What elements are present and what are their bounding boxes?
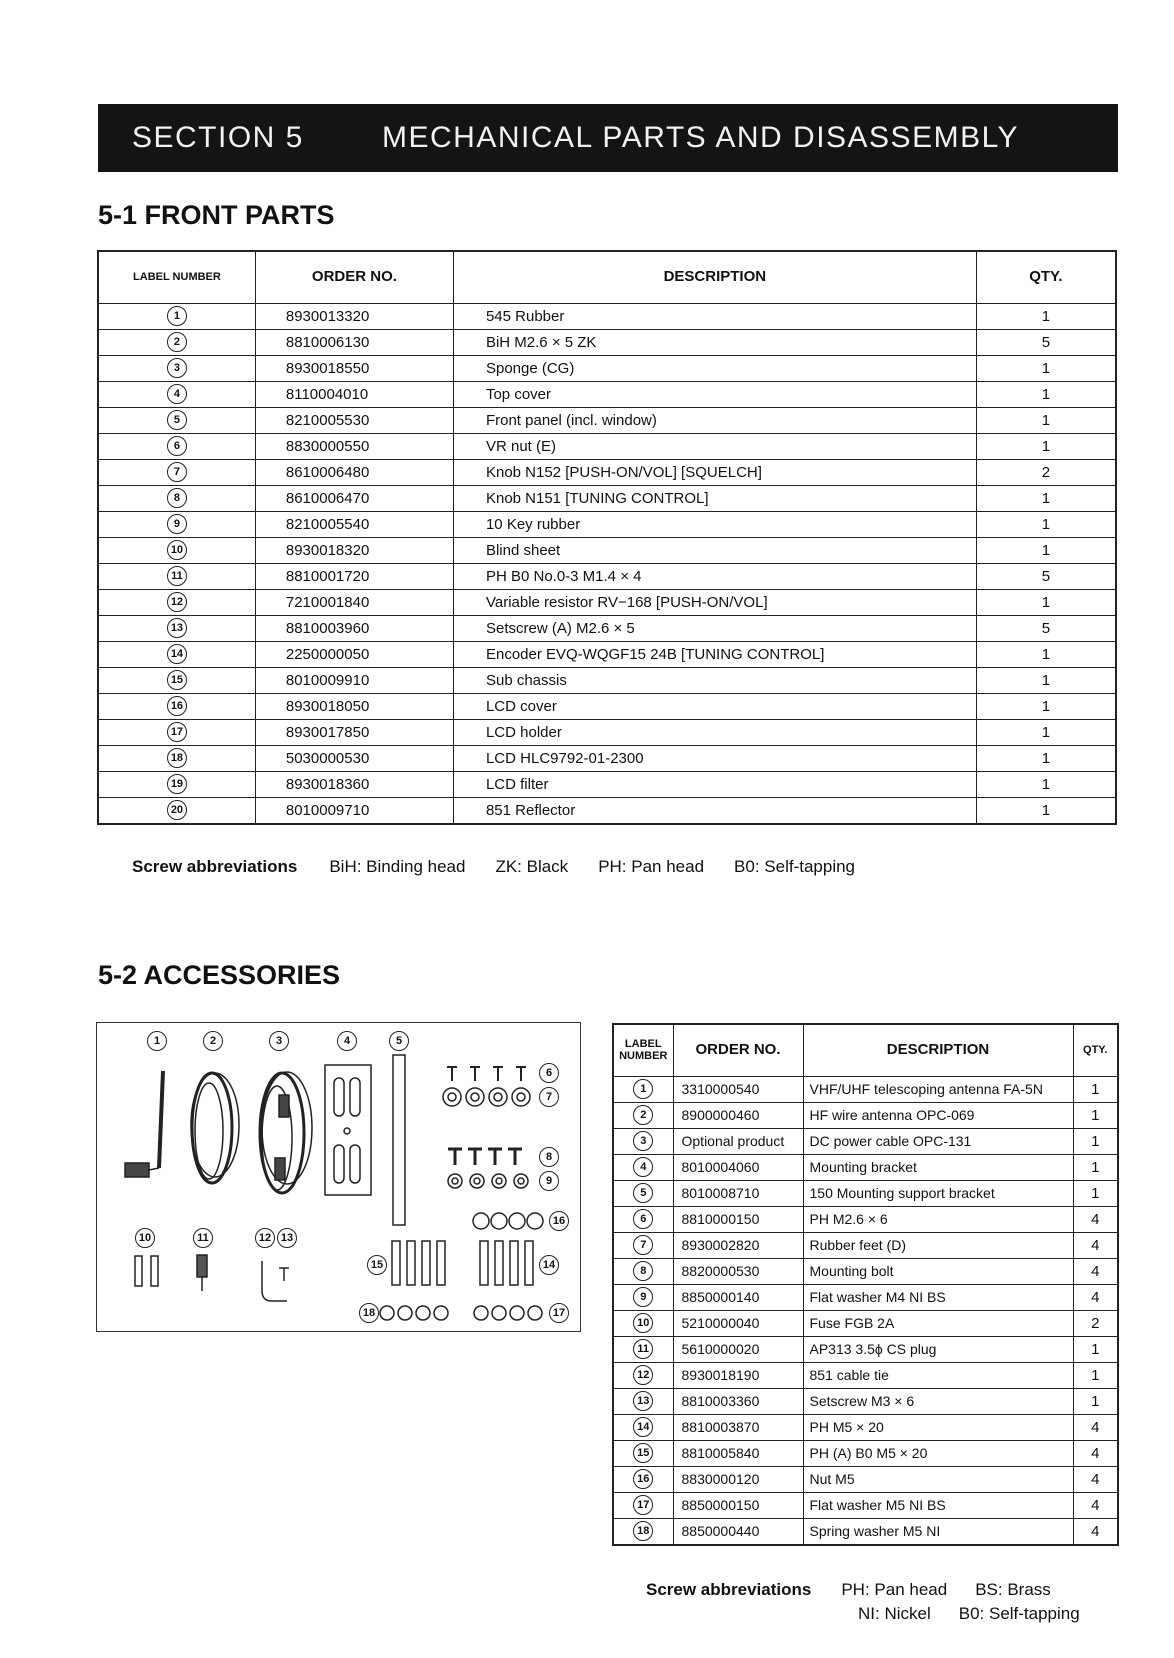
label-number-badge: 7 [633,1235,653,1255]
label-number-cell [98,433,255,459]
nut-icon [473,1213,543,1229]
callout-label: 2 [203,1031,223,1051]
order-number-cell: 8930018190 [673,1362,803,1388]
qty-cell: 1 [976,745,1116,771]
label-number-badge: 5 [633,1183,653,1203]
label-number-badge: 10 [167,540,187,560]
qty-cell: 1 [976,641,1116,667]
qty-cell: 1 [976,355,1116,381]
callout-label: 8 [539,1147,559,1167]
qty-cell: 1 [1073,1336,1118,1362]
order-number-cell: 8010004060 [673,1154,803,1180]
description-cell: 851 Reflector [453,797,976,824]
table-row [98,303,1116,329]
order-number-cell: 8820000530 [673,1258,803,1284]
order-number-cell: 8850000140 [673,1284,803,1310]
label-number-cell [98,537,255,563]
label-number-badge: 1 [167,306,187,326]
table-row [98,355,1116,381]
table-row [613,1128,1118,1154]
order-number-cell: 8930013320 [255,303,453,329]
description-cell: Spring washer M5 NI [803,1518,1073,1545]
description-cell: LCD HLC9792-01-2300 [453,745,976,771]
abbr-item: BS: Brass [975,1580,1051,1599]
description-cell: 150 Mounting support bracket [803,1180,1073,1206]
qty-cell: 5 [976,329,1116,355]
table-row [613,1154,1118,1180]
description-cell: Setscrew M3 × 6 [803,1388,1073,1414]
abbr-item: ZK: Black [495,857,569,876]
callout-label: 4 [337,1031,357,1051]
qty-cell: 1 [976,433,1116,459]
order-number-cell: 8830000120 [673,1466,803,1492]
qty-cell: 4 [1073,1284,1118,1310]
table-row [98,797,1116,824]
table-row [98,745,1116,771]
order-number-cell: 2250000050 [255,641,453,667]
description-cell: Sponge (CG) [453,355,976,381]
callout-label: 18 [359,1303,379,1323]
table-row [613,1310,1118,1336]
mounting-bolt-icon [448,1149,522,1165]
callout-label: 9 [539,1171,559,1191]
qty-cell: 1 [976,719,1116,745]
callout-label: 6 [539,1063,559,1083]
table-row [613,1076,1118,1102]
label-number-cell [98,797,255,824]
accessories-screw-abbreviations [646,1580,1081,1600]
label-number-badge: 14 [167,644,187,664]
label-number-cell [613,1206,673,1232]
callout-label: 17 [549,1303,569,1323]
table-row [613,1258,1118,1284]
support-bracket-icon [393,1055,405,1225]
table-row [98,667,1116,693]
accessories-screw-abbreviations-line2 [858,1604,1110,1624]
qty-cell: 1 [1073,1362,1118,1388]
table-row [98,485,1116,511]
order-number-cell: 5030000530 [255,745,453,771]
label-number-badge: 2 [167,332,187,352]
description-cell: Fuse FGB 2A [803,1310,1073,1336]
label-number-badge: 3 [633,1131,653,1151]
order-number-cell: 8010009910 [255,667,453,693]
order-number-cell: 8210005530 [255,407,453,433]
table-row [613,1414,1118,1440]
table-row [613,1466,1118,1492]
description-cell: PH M5 × 20 [803,1414,1073,1440]
label-number-badge: 13 [167,618,187,638]
description-cell: Sub chassis [453,667,976,693]
label-number-cell [98,511,255,537]
table-row [98,615,1116,641]
table-row [98,407,1116,433]
qty-cell: 1 [1073,1154,1118,1180]
label-number-cell [98,771,255,797]
order-number-cell: 8850000440 [673,1518,803,1545]
order-number-cell: 8610006480 [255,459,453,485]
table-row [613,1232,1118,1258]
table-row [613,1440,1118,1466]
label-number-cell [613,1154,673,1180]
callout-label: 15 [367,1255,387,1275]
table-row [98,511,1116,537]
description-cell: LCD holder [453,719,976,745]
antenna-icon [159,1071,163,1168]
label-number-badge: 6 [167,436,187,456]
flat-washer-m5-icon [474,1306,542,1320]
description-cell: Rubber feet (D) [803,1232,1073,1258]
table-row [613,1206,1118,1232]
callout-label: 14 [539,1255,559,1275]
description-cell: Mounting bracket [803,1154,1073,1180]
description-cell: PH M2.6 × 6 [803,1206,1073,1232]
qty-cell: 1 [976,693,1116,719]
label-number-badge: 6 [633,1209,653,1229]
abbr-heading: Screw abbreviations [646,1580,812,1599]
callout-label: 7 [539,1087,559,1107]
screw-row-icon [447,1067,526,1081]
table-row [98,771,1116,797]
cable-tie-icon [262,1261,289,1301]
label-number-cell [613,1128,673,1154]
label-number-cell [613,1466,673,1492]
description-cell: Flat washer M5 NI BS [803,1492,1073,1518]
description-cell: PH (A) B0 M5 × 20 [803,1440,1073,1466]
col-header-label: LABEL NUMBER [98,251,255,303]
description-cell: 851 cable tie [803,1362,1073,1388]
description-cell: BiH M2.6 × 5 ZK [453,329,976,355]
label-number-badge: 19 [167,774,187,794]
order-number-cell: 8930018360 [255,771,453,797]
order-number-cell: 8900000460 [673,1102,803,1128]
label-number-cell [613,1414,673,1440]
label-number-cell [98,589,255,615]
label-number-cell [613,1388,673,1414]
description-cell: PH B0 No.0-3 M1.4 × 4 [453,563,976,589]
qty-cell: 4 [1073,1492,1118,1518]
table-row [613,1336,1118,1362]
order-number-cell: Optional product [673,1128,803,1154]
callout-label: 5 [389,1031,409,1051]
order-number-cell: 5210000040 [673,1310,803,1336]
accessories-illustration [96,1022,581,1332]
label-number-cell [98,641,255,667]
col-header-order: ORDER NO. [255,251,453,303]
table-row [613,1518,1118,1545]
label-number-cell [98,485,255,511]
abbr-item: PH: Pan head [598,857,705,876]
qty-cell: 4 [1073,1258,1118,1284]
callout-label: 12 [255,1228,275,1248]
qty-cell: 1 [1073,1388,1118,1414]
label-number-badge: 5 [167,410,187,430]
order-number-cell: 8010009710 [255,797,453,824]
description-cell: DC power cable OPC-131 [803,1128,1073,1154]
qty-cell: 1 [976,797,1116,824]
callout-label: 13 [277,1228,297,1248]
col-header-order: ORDER NO. [673,1024,803,1076]
label-number-badge: 14 [633,1417,653,1437]
description-cell: Encoder EVQ-WQGF15 24B [TUNING CONTROL] [453,641,976,667]
label-number-cell [613,1310,673,1336]
label-number-badge: 16 [167,696,187,716]
section-title: MECHANICAL PARTS AND DISASSEMBLY [382,121,1020,154]
label-number-badge: 17 [633,1495,653,1515]
accessories-table [612,1023,1119,1546]
callout-label: 10 [135,1228,155,1248]
table-row [98,329,1116,355]
qty-cell: 1 [976,303,1116,329]
rubber-feet-icon [443,1088,530,1106]
description-cell: HF wire antenna OPC-069 [803,1102,1073,1128]
wire-antenna-icon [191,1073,239,1183]
qty-cell: 1 [976,511,1116,537]
callout-label: 11 [193,1228,213,1248]
label-number-cell [98,329,255,355]
order-number-cell: 8850000150 [673,1492,803,1518]
order-number-cell: 8210005540 [255,511,453,537]
order-number-cell: 5610000020 [673,1336,803,1362]
qty-cell: 2 [976,459,1116,485]
label-number-cell [613,1336,673,1362]
antenna-connector-icon [125,1163,149,1177]
label-number-cell [613,1076,673,1102]
description-cell: Flat washer M4 NI BS [803,1284,1073,1310]
order-number-cell: 8110004010 [255,381,453,407]
table-row [98,537,1116,563]
order-number-cell: 8810001720 [255,563,453,589]
description-cell: Variable resistor RV−168 [PUSH-ON/VOL] [453,589,976,615]
table-row [98,459,1116,485]
label-number-cell [613,1102,673,1128]
label-number-badge: 15 [633,1443,653,1463]
description-cell: AP313 3.5ϕ CS plug [803,1336,1073,1362]
table-row [98,641,1116,667]
label-number-badge: 17 [167,722,187,742]
table-row [613,1388,1118,1414]
label-number-badge: 18 [167,748,187,768]
long-screw-icon [392,1241,533,1285]
qty-cell: 5 [976,563,1116,589]
abbr-item: PH: Pan head [841,1580,948,1599]
label-number-badge: 9 [633,1287,653,1307]
description-cell: Knob N152 [PUSH-ON/VOL] [SQUELCH] [453,459,976,485]
qty-cell: 1 [976,771,1116,797]
front-parts-heading: 5-1 FRONT PARTS [98,200,335,230]
qty-cell: 4 [1073,1466,1118,1492]
table-row [98,719,1116,745]
callout-label: 16 [549,1211,569,1231]
description-cell: 545 Rubber [453,303,976,329]
order-number-cell: 8830000550 [255,433,453,459]
table-row [613,1180,1118,1206]
qty-cell: 1 [1073,1076,1118,1102]
description-cell: Nut M5 [803,1466,1073,1492]
qty-cell: 1 [1073,1128,1118,1154]
label-number-badge: 11 [633,1339,653,1359]
description-cell: Blind sheet [453,537,976,563]
abbr-item: NI: Nickel [858,1604,931,1623]
qty-cell: 1 [1073,1180,1118,1206]
table-row [613,1492,1118,1518]
table-row [98,589,1116,615]
label-number-badge: 15 [167,670,187,690]
col-header-qty: QTY. [976,251,1116,303]
col-header-qty: QTY. [1073,1024,1118,1076]
label-number-badge: 7 [167,462,187,482]
table-row [613,1284,1118,1310]
spring-washer-icon [380,1306,448,1320]
label-number-badge: 12 [167,592,187,612]
front-screw-abbreviations [132,857,885,877]
label-number-cell [98,459,255,485]
col-header-label: LABEL NUMBER [613,1024,673,1076]
label-number-cell [613,1258,673,1284]
description-cell: LCD filter [453,771,976,797]
accessories-heading: 5-2 ACCESSORIES [98,960,341,990]
description-cell: Mounting bolt [803,1258,1073,1284]
qty-cell: 1 [1073,1102,1118,1128]
label-number-cell [98,693,255,719]
table-row [98,381,1116,407]
label-number-badge: 18 [633,1521,653,1541]
label-number-cell [613,1232,673,1258]
description-cell: VR nut (E) [453,433,976,459]
label-number-badge: 1 [633,1079,653,1099]
label-number-badge: 20 [167,800,187,820]
table-row [613,1102,1118,1128]
qty-cell: 2 [1073,1310,1118,1336]
label-number-badge: 2 [633,1105,653,1125]
label-number-badge: 16 [633,1469,653,1489]
description-cell: Front panel (incl. window) [453,407,976,433]
label-number-cell [613,1284,673,1310]
col-header-description: DESCRIPTION [453,251,976,303]
abbr-item: B0: Self-tapping [958,1604,1080,1623]
qty-cell: 1 [976,485,1116,511]
abbr-item: BiH: Binding head [329,857,466,876]
label-number-cell [98,745,255,771]
order-number-cell: 8930018550 [255,355,453,381]
order-number-cell: 8810006130 [255,329,453,355]
label-number-cell [98,355,255,381]
callout-label: 3 [269,1031,289,1051]
label-number-cell [98,615,255,641]
label-number-badge: 12 [633,1365,653,1385]
qty-cell: 4 [1073,1414,1118,1440]
table-row [98,433,1116,459]
description-cell: Top cover [453,381,976,407]
label-number-badge: 9 [167,514,187,534]
qty-cell: 1 [976,537,1116,563]
order-number-cell: 8610006470 [255,485,453,511]
plug-icon [197,1255,207,1291]
label-number-cell [613,1362,673,1388]
label-number-badge: 8 [633,1261,653,1281]
qty-cell: 4 [1073,1206,1118,1232]
callout-label: 1 [147,1031,167,1051]
description-cell: 10 Key rubber [453,511,976,537]
label-number-cell [98,303,255,329]
table-row [613,1362,1118,1388]
section-number: SECTION 5 [132,121,304,154]
order-number-cell: 8810003360 [673,1388,803,1414]
qty-cell: 1 [976,407,1116,433]
label-number-badge: 10 [633,1313,653,1333]
table-row [98,693,1116,719]
mounting-bracket-icon [325,1065,371,1195]
label-number-badge: 13 [633,1391,653,1411]
label-number-cell [613,1180,673,1206]
abbr-heading: Screw abbreviations [132,857,298,876]
fuse-icon [135,1256,158,1286]
section-banner [98,104,1118,172]
label-number-badge: 8 [167,488,187,508]
qty-cell: 4 [1073,1232,1118,1258]
order-number-cell: 3310000540 [673,1076,803,1102]
label-number-cell [98,563,255,589]
col-header-description: DESCRIPTION [803,1024,1073,1076]
label-number-badge: 11 [167,566,187,586]
label-number-badge: 4 [167,384,187,404]
description-cell: Setscrew (A) M2.6 × 5 [453,615,976,641]
label-number-badge: 4 [633,1157,653,1177]
qty-cell: 1 [976,381,1116,407]
order-number-cell: 8930018050 [255,693,453,719]
label-number-badge: 3 [167,358,187,378]
label-number-cell [98,719,255,745]
qty-cell: 5 [976,615,1116,641]
order-number-cell: 8930002820 [673,1232,803,1258]
description-cell: Knob N151 [TUNING CONTROL] [453,485,976,511]
order-number-cell: 7210001840 [255,589,453,615]
abbr-item: B0: Self-tapping [734,857,856,876]
qty-cell: 1 [976,667,1116,693]
order-number-cell: 8810003870 [673,1414,803,1440]
order-number-cell: 8810005840 [673,1440,803,1466]
qty-cell: 4 [1073,1518,1118,1545]
accessories-drawing [97,1023,580,1331]
order-number-cell: 8930017850 [255,719,453,745]
label-number-cell [98,667,255,693]
label-number-cell [613,1492,673,1518]
label-number-cell [98,381,255,407]
description-cell: LCD cover [453,693,976,719]
description-cell: VHF/UHF telescoping antenna FA-5N [803,1076,1073,1102]
flat-washer-icon [448,1174,528,1188]
order-number-cell: 8810000150 [673,1206,803,1232]
front-parts-table [97,250,1117,825]
order-number-cell: 8010008710 [673,1180,803,1206]
label-number-cell [98,407,255,433]
order-number-cell: 8930018320 [255,537,453,563]
table-row [98,563,1116,589]
qty-cell: 1 [976,589,1116,615]
label-number-cell [613,1440,673,1466]
order-number-cell: 8810003960 [255,615,453,641]
qty-cell: 4 [1073,1440,1118,1466]
dc-cable-icon [260,1072,312,1193]
label-number-cell [613,1518,673,1545]
